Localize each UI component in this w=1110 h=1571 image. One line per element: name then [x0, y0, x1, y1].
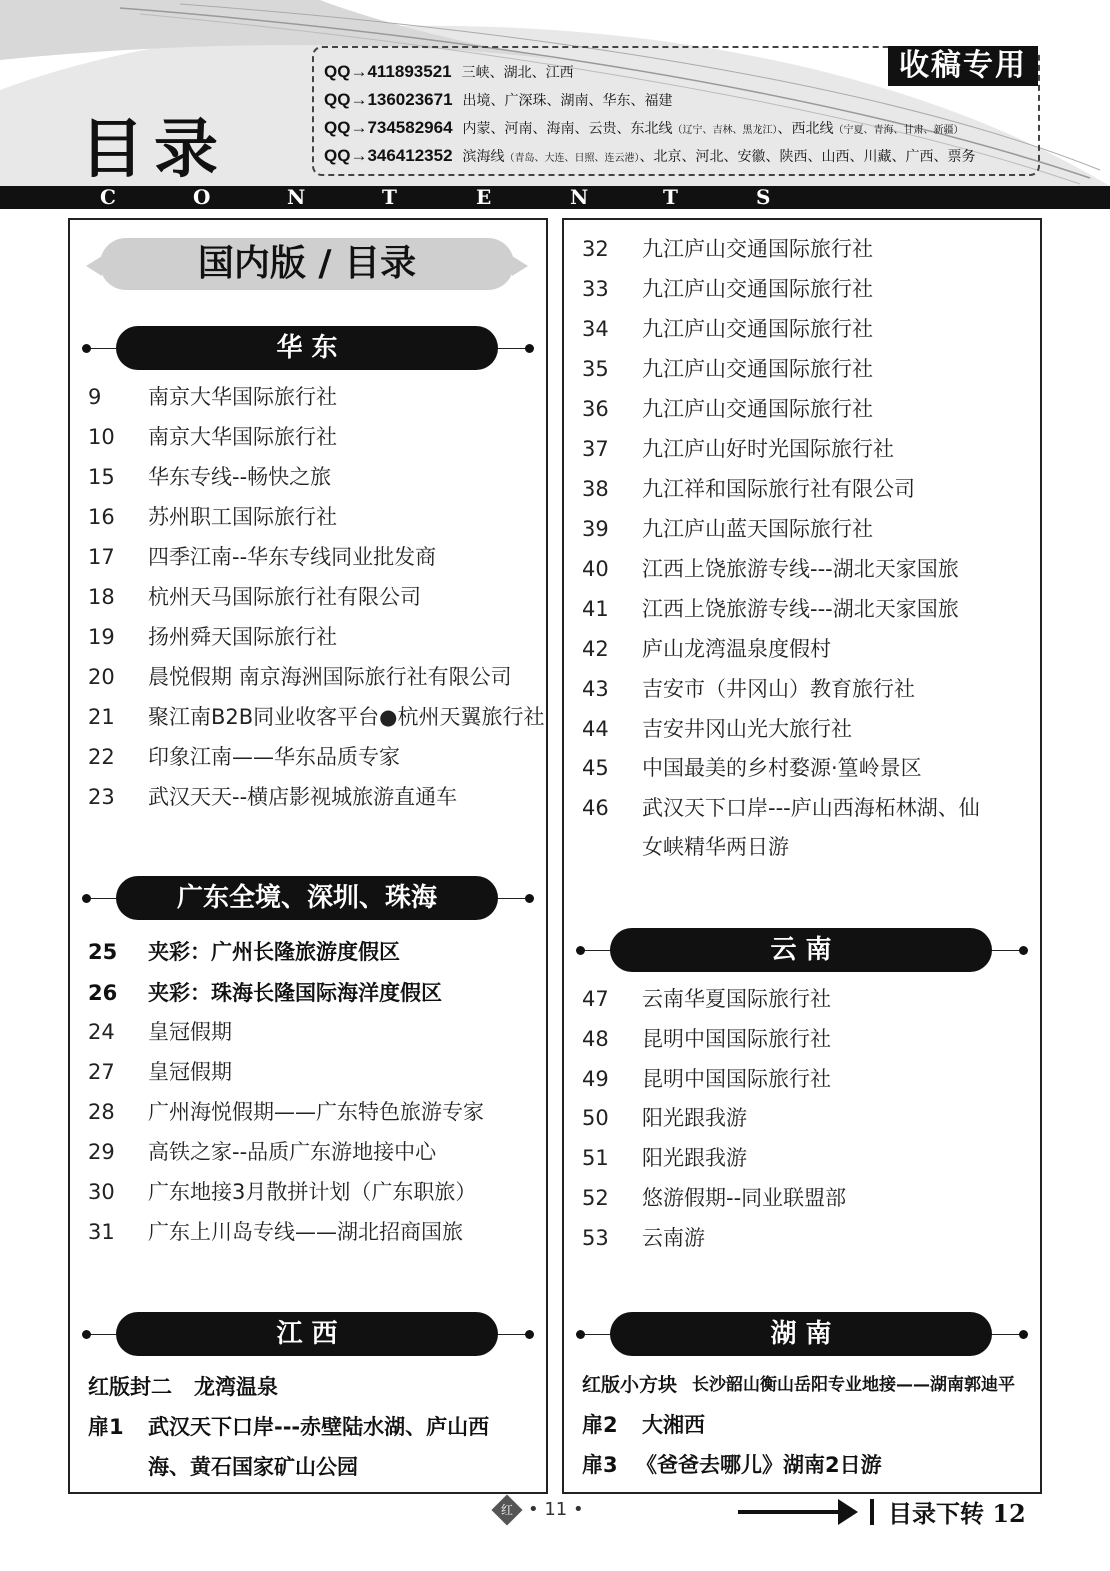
toc-entry[interactable]	[70, 417, 546, 457]
entry-title: 夹彩：珠海长隆国际海洋度假区	[148, 981, 442, 1005]
section-dot	[525, 1330, 534, 1339]
toc-entry[interactable]	[564, 979, 1040, 1019]
entry-title: 夹彩：广州长隆旅游度假区	[148, 940, 400, 964]
section-dot	[1019, 946, 1028, 955]
page-number: 红版小方块	[582, 1374, 678, 1396]
qq-line	[324, 118, 964, 138]
toc-entry[interactable]	[564, 788, 1040, 828]
entry-title: 九江庐山好时光国际旅行社	[642, 437, 894, 461]
toc-entry[interactable]	[564, 748, 1040, 788]
page-number: 40	[582, 557, 609, 581]
section-title: 江 西	[116, 1312, 498, 1356]
page-number: 16	[88, 505, 115, 529]
toc-entry[interactable]	[70, 1212, 546, 1252]
entry-title: 九江庐山交通国际旅行社	[642, 397, 873, 421]
entry-title: 扬州舜天国际旅行社	[148, 625, 337, 649]
domestic-edition-banner	[100, 238, 514, 290]
qq-line	[324, 62, 574, 82]
contents-letter: S	[756, 185, 771, 209]
qq-areas: 、西北线	[777, 121, 834, 137]
qq-areas-sub: （辽宁、吉林、黑龙江）	[672, 125, 778, 136]
qq-areas: 、北京、河北、安徽、陕西、山西、川藏、广西、票务	[639, 149, 976, 165]
entry-title: 武汉天下口岸---庐山西海柘林湖、仙	[642, 796, 980, 820]
entry-title: 阳光跟我游	[642, 1146, 747, 1170]
page-number: 22	[88, 745, 115, 769]
page-number: 10	[88, 425, 115, 449]
page-number: 29	[88, 1140, 115, 1164]
contents-letter: T	[663, 185, 678, 209]
arrow-stop-icon	[870, 1499, 874, 1525]
section-header-jiangxi	[70, 1312, 546, 1358]
header	[0, 0, 1110, 186]
entry-title: 吉安市（井冈山）教育旅行社	[642, 677, 915, 701]
entry-title: 女峡精华两日游	[642, 835, 789, 859]
section-dot	[82, 894, 91, 903]
toc-entry[interactable]	[564, 669, 1040, 709]
toc-entry[interactable]	[70, 457, 546, 497]
entry-title: 晨悦假期 南京海洲国际旅行社有限公司	[148, 665, 512, 689]
entry-title: 长沙韶山衡山岳阳专业地接——湖南郭迪平	[692, 1375, 1015, 1395]
page-number: 44	[582, 717, 609, 741]
page-number: 23	[88, 785, 115, 809]
qq-number: QQ→136023671	[324, 90, 453, 109]
left-column	[68, 218, 548, 1494]
entry-title: 海、黄石国家矿山公园	[148, 1455, 358, 1479]
entry-title: 九江庐山交通国际旅行社	[642, 317, 873, 341]
contents-letter: E	[476, 185, 492, 209]
page-number: 31	[88, 1220, 115, 1244]
page-number: 15	[88, 465, 115, 489]
page-number: 18	[88, 585, 115, 609]
page-number: 45	[582, 756, 609, 780]
page-number: 17	[88, 545, 115, 569]
section-dot	[1019, 1330, 1028, 1339]
entry-title: 广东地接3月散拼计划（广东职旅）	[148, 1180, 477, 1204]
page-number: 37	[582, 437, 609, 461]
entry-title: 广州海悦假期——广东特色旅游专家	[148, 1100, 484, 1124]
toc-entry[interactable]	[564, 429, 1040, 469]
toc-entry[interactable]	[70, 1172, 546, 1212]
qq-areas: 内蒙、河南、海南、云贵、东北线	[462, 121, 673, 137]
section-header-hunan	[564, 1312, 1040, 1358]
qq-areas: 三峡、湖北、江西	[461, 65, 574, 81]
toc-entry[interactable]	[564, 1019, 1040, 1059]
page-number: 26	[88, 981, 118, 1005]
page-number: 20	[88, 665, 115, 689]
toc-entry[interactable]	[70, 932, 546, 972]
qq-number: QQ→346412352	[324, 146, 453, 165]
toc-entry[interactable]	[70, 657, 546, 697]
entry-title: 《爸爸去哪儿》湖南2日游	[636, 1453, 882, 1477]
entry-title: 龙湾温泉	[194, 1375, 278, 1399]
toc-entry[interactable]	[564, 389, 1040, 429]
qq-number: QQ→411893521	[324, 62, 452, 81]
section-title: 湖 南	[610, 1312, 992, 1356]
contents-letter: N	[287, 185, 306, 209]
entry-title: 皇冠假期	[148, 1020, 232, 1044]
section-dot	[576, 1330, 585, 1339]
page-number: 41	[582, 597, 609, 621]
entry-title: 吉安井冈山光大旅行社	[642, 717, 852, 741]
page-number: 49	[582, 1067, 609, 1091]
toc-entry-continuation[interactable]	[564, 827, 1040, 867]
section-dot	[525, 894, 534, 903]
contents-letter: C	[100, 185, 116, 209]
entry-title: 武汉天天--横店影视城旅游直通车	[148, 785, 458, 809]
toc-entry[interactable]	[564, 629, 1040, 669]
toc-entry[interactable]	[70, 1012, 546, 1052]
page-number: 扉2	[582, 1413, 618, 1437]
section-header-yunnan	[564, 928, 1040, 974]
entry-title: 江西上饶旅游专线---湖北天家国旅	[642, 557, 959, 581]
entry-title: 武汉天下口岸---赤壁陆水湖、庐山西	[148, 1415, 490, 1439]
banner-tip-right	[512, 256, 528, 276]
page-number: 39	[582, 517, 609, 541]
page-number: 扉1	[88, 1415, 124, 1439]
entry-title: 昆明中国国际旅行社	[642, 1067, 831, 1091]
entry-title: 大湘西	[642, 1413, 705, 1437]
arrow-right-icon	[738, 1510, 848, 1514]
page-number: 53	[582, 1226, 609, 1250]
entry-title: 杭州天马国际旅行社有限公司	[148, 585, 421, 609]
entry-title: 昆明中国国际旅行社	[642, 1027, 831, 1051]
badge-label: 红	[500, 1502, 514, 1517]
page-number: 47	[582, 987, 609, 1011]
page-number: 19	[88, 625, 115, 649]
page-number: 扉3	[582, 1453, 618, 1477]
toc-entry[interactable]	[564, 469, 1040, 509]
page-number: 36	[582, 397, 609, 421]
page-number: 9	[88, 385, 102, 409]
entry-title: 庐山龙湾温泉度假村	[642, 637, 831, 661]
page-number-label: • 11 •	[528, 1499, 584, 1520]
red-edition-badge	[491, 1494, 522, 1525]
toc-entry-continuation[interactable]	[70, 1447, 546, 1487]
toc-entry[interactable]	[564, 549, 1040, 589]
qq-areas-sub: （宁夏、青海、甘肃、新疆）	[833, 125, 964, 136]
toc-entry[interactable]	[564, 1405, 1040, 1445]
entry-title: 南京大华国际旅行社	[148, 385, 337, 409]
entry-title: 云南华夏国际旅行社	[642, 987, 831, 1011]
page-number: 42	[582, 637, 609, 661]
entry-title: 华东专线--畅快之旅	[148, 465, 332, 489]
entry-title: 广东上川岛专线——湖北招商国旅	[148, 1220, 463, 1244]
qq-areas: 滨海线	[462, 149, 505, 165]
toc-entry[interactable]	[70, 537, 546, 577]
contents-bar	[0, 186, 1110, 209]
toc-entry[interactable]	[564, 1059, 1040, 1099]
banner-tip-left	[86, 256, 102, 276]
section-dot	[576, 946, 585, 955]
page-number: 51	[582, 1146, 609, 1170]
toc-entry[interactable]	[70, 973, 546, 1013]
page-footer	[496, 1499, 584, 1521]
entry-title: 聚江南B2B同业收客平台●杭州天翼旅行社	[148, 705, 545, 729]
qq-line	[324, 146, 976, 166]
qq-number: QQ→734582964	[324, 118, 453, 137]
entry-title: 九江庐山蓝天国际旅行社	[642, 517, 873, 541]
toc-entry[interactable]	[70, 497, 546, 537]
right-column	[562, 218, 1042, 1494]
entry-title: 印象江南——华东品质专家	[148, 745, 400, 769]
toc-entry[interactable]	[564, 1138, 1040, 1178]
page-number: 27	[88, 1060, 115, 1084]
qq-areas-sub: （青岛、大连、日照、连云港）	[504, 153, 640, 164]
toc-entry[interactable]	[564, 1098, 1040, 1138]
section-dot	[82, 344, 91, 353]
entry-title: 江西上饶旅游专线---湖北天家国旅	[642, 597, 959, 621]
entry-title: 九江祥和国际旅行社有限公司	[642, 477, 915, 501]
toc-entry[interactable]	[70, 737, 546, 777]
page-number: 25	[88, 940, 118, 964]
section-title: 云 南	[610, 928, 992, 972]
page-number: 38	[582, 477, 609, 501]
entry-title: 皇冠假期	[148, 1060, 232, 1084]
page-number: 30	[88, 1180, 115, 1204]
entry-title: 九江庐山交通国际旅行社	[642, 277, 873, 301]
toc-entry[interactable]	[70, 1092, 546, 1132]
toc-entry[interactable]	[70, 1132, 546, 1172]
toc-entry[interactable]	[564, 1178, 1040, 1218]
toc-entry[interactable]	[70, 1367, 546, 1407]
toc-entry[interactable]	[564, 1445, 1040, 1485]
section-header-huadong	[70, 326, 546, 372]
toc-entry[interactable]	[70, 1407, 546, 1447]
arrow-head-icon	[838, 1499, 858, 1525]
page-number: 32	[582, 237, 609, 261]
entry-title: 九江庐山交通国际旅行社	[642, 237, 873, 261]
page-number: 35	[582, 357, 609, 381]
qq-line	[324, 90, 673, 110]
toc-entry[interactable]	[564, 269, 1040, 309]
toc-entry[interactable]	[564, 229, 1040, 269]
page-number: 50	[582, 1106, 609, 1130]
continued-next-link[interactable]: 目录下转 12	[888, 1499, 1026, 1528]
contents-letter: N	[570, 185, 589, 209]
toc-entry[interactable]	[564, 309, 1040, 349]
page-number: 24	[88, 1020, 115, 1044]
page-number: 33	[582, 277, 609, 301]
entry-title: 南京大华国际旅行社	[148, 425, 337, 449]
banner-title: 国内版 / 目录	[197, 243, 417, 284]
entry-title: 苏州职工国际旅行社	[148, 505, 337, 529]
qq-areas: 出境、广深珠、湖南、华东、福建	[462, 93, 673, 109]
entry-title: 阳光跟我游	[642, 1106, 747, 1130]
entry-title: 中国最美的乡村婺源·篁岭景区	[642, 756, 922, 780]
entry-title: 高铁之家--品质广东游地接中心	[148, 1140, 437, 1164]
entry-title: 悠游假期--同业联盟部	[642, 1186, 847, 1210]
submission-stamp: 收稿专用	[888, 46, 1038, 86]
toc-entry[interactable]	[70, 777, 546, 817]
section-title: 广东全境、深圳、珠海	[116, 876, 498, 920]
page-number: 52	[582, 1186, 609, 1210]
page-number: 28	[88, 1100, 115, 1124]
entry-title: 九江庐山交通国际旅行社	[642, 357, 873, 381]
toc-entry[interactable]	[70, 1052, 546, 1092]
entry-title: 四季江南--华东专线同业批发商	[148, 545, 437, 569]
page-number: 21	[88, 705, 115, 729]
contents-letter: O	[193, 185, 211, 209]
toc-entry[interactable]	[70, 617, 546, 657]
page-title: 目录	[80, 112, 228, 186]
toc-entry[interactable]	[564, 709, 1040, 749]
page-number: 46	[582, 796, 609, 820]
toc-entry[interactable]	[564, 1218, 1040, 1258]
page-number: 红版封二	[88, 1375, 172, 1399]
section-dot	[525, 344, 534, 353]
toc-entry[interactable]	[70, 697, 546, 737]
page-number: 48	[582, 1027, 609, 1051]
section-title: 华 东	[116, 326, 498, 370]
toc-entry[interactable]	[70, 577, 546, 617]
toc-entry[interactable]	[564, 1365, 1040, 1405]
page-number: 34	[582, 317, 609, 341]
toc-entry[interactable]	[564, 589, 1040, 629]
toc-entry[interactable]	[564, 509, 1040, 549]
section-dot	[82, 1330, 91, 1339]
toc-entry[interactable]	[70, 377, 546, 417]
section-header-guangdong	[70, 876, 546, 922]
toc-entry[interactable]	[564, 349, 1040, 389]
entry-title: 云南游	[642, 1226, 705, 1250]
page-number: 43	[582, 677, 609, 701]
contents-letter: T	[382, 185, 397, 209]
